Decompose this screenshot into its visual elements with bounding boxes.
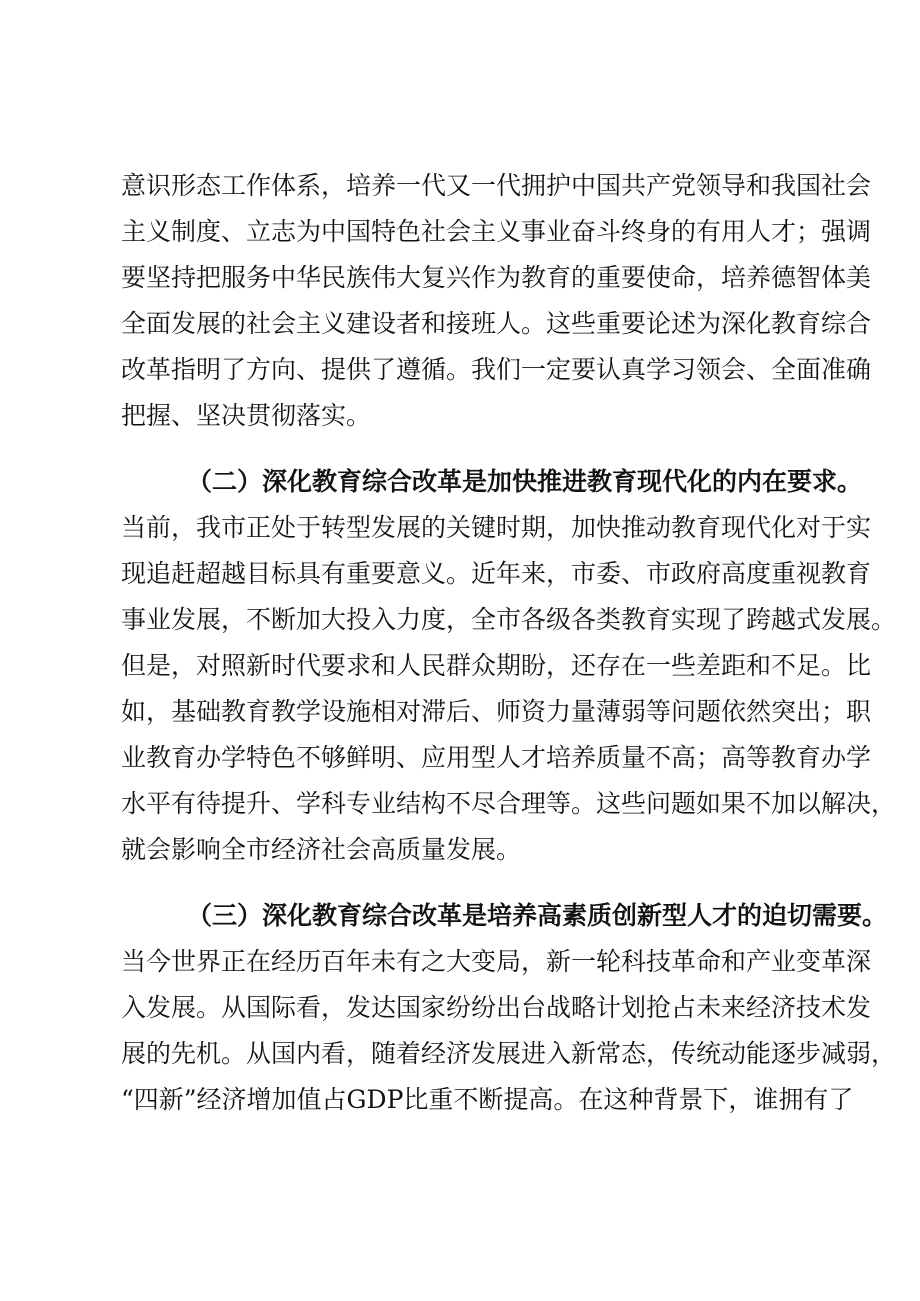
body-text-line: 入发展。从国际看，发达国家纷纷出台战略计划抢占未来经济技术发 xyxy=(121,993,872,1022)
body-text-line: 把握、坚决贯彻落实。 xyxy=(121,401,372,430)
body-text-line: 意识形态工作体系，培养一代又一代拥护中国共产党领导和我国社会 xyxy=(121,171,872,200)
body-text-line: 就会影响全市经济社会高质量发展。 xyxy=(121,835,522,864)
section-heading-2: （二）深化教育综合改革是加快推进教育现代化的内在要求。 xyxy=(187,467,863,496)
body-text-line: 如，基础教育教学设施相对滞后、师资力量薄弱等问题依然突出；职 xyxy=(121,697,872,726)
body-text-line: 业教育办学特色不够鲜明、应用型人才培养质量不高；高等教育办学 xyxy=(121,743,872,772)
body-text-line: 但是，对照新时代要求和人民群众期盼，还存在一些差距和不足。比 xyxy=(121,651,872,680)
body-text-line: 主义制度、立志为中国特色社会主义事业奋斗终身的有用人才；强调 xyxy=(121,217,872,246)
section-heading-3: （三）深化教育综合改革是培养高素质创新型人才的迫切需要。 xyxy=(187,901,888,930)
body-text-line: 事业发展，不断加大投入力度，全市各级各类教育实现了跨越式发展。 xyxy=(121,605,897,634)
body-text-line: 现追赶超越目标具有重要意义。近年来，市委、市政府高度重视教育 xyxy=(121,559,872,588)
body-text-line: 当今世界正在经历百年未有之大变局，新一轮科技革命和产业变革深 xyxy=(121,947,872,976)
body-text-line: 要坚持把服务中华民族伟大复兴作为教育的重要使命，培养德智体美 xyxy=(121,263,872,292)
body-text-line: “四新”经济增加值占GDP比重不断提高。在这种背景下，谁拥有了 xyxy=(121,1085,854,1114)
body-text-line: 改革指明了方向、提供了遵循。我们一定要认真学习领会、全面准确 xyxy=(121,355,872,384)
body-text-line: 水平有待提升、学科专业结构不尽合理等。这些问题如果不加以解决， xyxy=(121,789,897,818)
body-text-line: 全面发展的社会主义建设者和接班人。这些重要论述为深化教育综合 xyxy=(121,309,872,338)
body-text-line: 展的先机。从国内看，随着经济发展进入新常态，传统动能逐步减弱， xyxy=(121,1039,897,1068)
body-text-line: 当前，我市正处于转型发展的关键时期，加快推动教育现代化对于实 xyxy=(121,513,872,542)
